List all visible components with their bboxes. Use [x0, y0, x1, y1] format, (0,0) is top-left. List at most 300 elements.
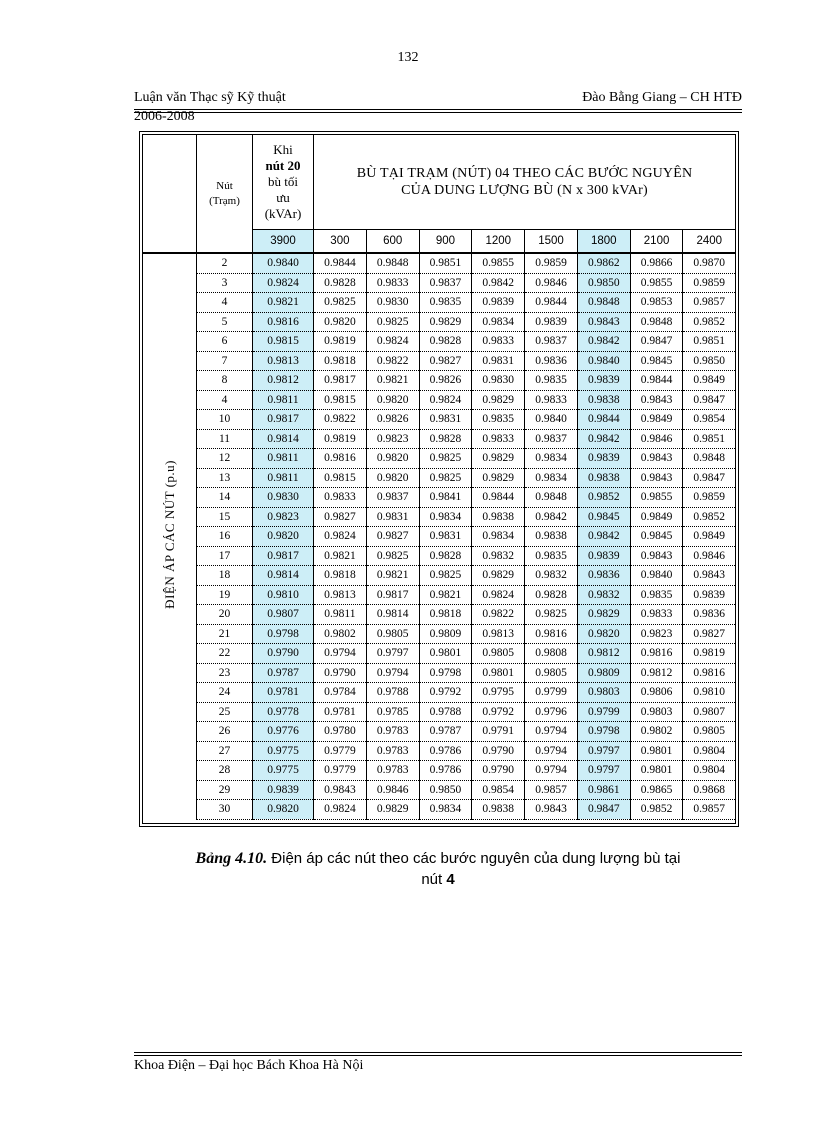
nut-cell: 25 [197, 702, 253, 722]
value-cell: 0.9812 [577, 644, 630, 664]
value-cell: 0.9824 [366, 332, 419, 352]
table-row [143, 644, 735, 664]
value-cell: 0.9788 [419, 702, 472, 722]
value-cell: 0.9830 [366, 293, 419, 313]
value-cell: 0.9787 [253, 663, 314, 683]
value-cell: 0.9810 [683, 683, 735, 703]
caption-line-1 [134, 848, 742, 869]
table-row [143, 566, 735, 586]
value-cell: 0.9805 [525, 663, 578, 683]
value-cell: 0.9845 [577, 507, 630, 527]
value-cell: 0.9820 [366, 390, 419, 410]
value-cell: 0.9807 [253, 605, 314, 625]
value-cell: 0.9838 [472, 800, 525, 820]
value-cell: 0.9828 [314, 273, 367, 293]
table-row [143, 253, 735, 273]
value-cell: 0.9846 [525, 273, 578, 293]
value-cell: 0.9852 [683, 312, 735, 332]
value-cell: 0.9803 [630, 702, 683, 722]
value-cell: 0.9848 [630, 312, 683, 332]
value-cell: 0.9849 [630, 410, 683, 430]
value-cell: 0.9848 [683, 449, 735, 469]
value-cell: 0.9842 [577, 332, 630, 352]
khi-header-line: nút 20 [265, 158, 301, 173]
header-right: Đào Bằng Giang – CH HTĐ [582, 90, 742, 105]
value-cell: 0.9820 [253, 800, 314, 820]
value-cell: 0.9822 [472, 605, 525, 625]
value-cell: 0.9783 [366, 741, 419, 761]
value-cell: 0.9833 [472, 429, 525, 449]
value-cell: 0.9783 [366, 761, 419, 781]
value-cell: 0.9790 [314, 663, 367, 683]
value-cell: 0.9841 [419, 488, 472, 508]
nut-header-line: (Trạm) [209, 194, 240, 207]
value-cell: 0.9855 [630, 488, 683, 508]
table-row [143, 663, 735, 683]
value-cell: 0.9829 [577, 605, 630, 625]
value-cell: 0.9852 [630, 800, 683, 820]
value-cell: 0.9798 [577, 722, 630, 742]
caption-line-2 [134, 869, 742, 890]
value-cell: 0.9814 [366, 605, 419, 625]
nut-cell: 19 [197, 585, 253, 605]
value-cell: 0.9851 [419, 253, 472, 273]
nut-cell: 15 [197, 507, 253, 527]
value-cell: 0.9857 [525, 780, 578, 800]
value-cell: 0.9821 [253, 293, 314, 313]
value-cell: 0.9786 [419, 761, 472, 781]
value-cell: 0.9859 [683, 273, 735, 293]
value-cell: 0.9805 [683, 722, 735, 742]
value-cell: 0.9839 [577, 371, 630, 391]
khi-header-line: ưu [276, 190, 290, 205]
nut-header-line: Nút [216, 179, 233, 192]
step-header-cell: 900 [419, 230, 472, 254]
value-cell: 0.9833 [472, 332, 525, 352]
step-header-cell: 2400 [683, 230, 735, 254]
value-cell: 0.9870 [683, 253, 735, 273]
value-cell: 0.9826 [366, 410, 419, 430]
value-cell: 0.9781 [314, 702, 367, 722]
nut-cell: 17 [197, 546, 253, 566]
khi-header-line: bù tối [268, 174, 298, 189]
value-cell: 0.9815 [314, 468, 367, 488]
value-cell: 0.9817 [253, 410, 314, 430]
header-left: Luận văn Thạc sỹ Kỹ thuật [134, 90, 286, 105]
side-label-cell [143, 253, 197, 819]
nut-cell: 14 [197, 488, 253, 508]
value-cell: 0.9820 [366, 468, 419, 488]
value-cell: 0.9827 [683, 624, 735, 644]
value-cell: 0.9855 [472, 253, 525, 273]
nut-cell: 6 [197, 332, 253, 352]
value-cell: 0.9843 [630, 546, 683, 566]
value-cell: 0.9840 [630, 566, 683, 586]
page-footer: Khoa Điện – Đại học Bách Khoa Hà Nội [134, 1058, 364, 1073]
value-cell: 0.9842 [525, 507, 578, 527]
nut-header [197, 135, 253, 253]
value-cell: 0.9839 [253, 780, 314, 800]
value-cell: 0.9826 [419, 371, 472, 391]
value-cell: 0.9831 [366, 507, 419, 527]
footer-rule-thin [134, 1055, 742, 1056]
value-cell: 0.9828 [419, 546, 472, 566]
value-cell: 0.9813 [472, 624, 525, 644]
table-row [143, 312, 735, 332]
value-cell: 0.9838 [525, 527, 578, 547]
step-header-cell: 600 [366, 230, 419, 254]
value-cell: 0.9838 [577, 390, 630, 410]
value-cell: 0.9843 [630, 390, 683, 410]
nut-cell: 26 [197, 722, 253, 742]
table-row [143, 390, 735, 410]
value-cell: 0.9785 [366, 702, 419, 722]
value-cell: 0.9832 [472, 546, 525, 566]
value-cell: 0.9824 [314, 527, 367, 547]
value-cell: 0.9811 [253, 390, 314, 410]
value-cell: 0.9850 [419, 780, 472, 800]
value-cell: 0.9833 [525, 390, 578, 410]
value-cell: 0.9797 [577, 741, 630, 761]
value-cell: 0.9821 [314, 546, 367, 566]
value-cell: 0.9825 [419, 566, 472, 586]
value-cell: 0.9824 [472, 585, 525, 605]
header-rule-thin [134, 112, 742, 113]
step-header-cell: 300 [314, 230, 367, 254]
bu-header [314, 135, 736, 230]
bu-header-line: BÙ TẠI TRẠM (NÚT) 04 THEO CÁC BƯỚC NGUYÊN [356, 166, 693, 181]
nut-cell: 13 [197, 468, 253, 488]
table-row [143, 273, 735, 293]
header-years: 2006-2008 [134, 109, 195, 124]
corner-cell [143, 135, 197, 230]
value-cell: 0.9801 [419, 644, 472, 664]
value-cell: 0.9825 [419, 449, 472, 469]
value-cell: 0.9834 [419, 800, 472, 820]
value-cell: 0.9831 [472, 351, 525, 371]
table-row [143, 507, 735, 527]
value-cell: 0.9827 [314, 507, 367, 527]
value-cell: 0.9812 [630, 663, 683, 683]
value-cell: 0.9787 [419, 722, 472, 742]
table-row [143, 429, 735, 449]
value-cell: 0.9779 [314, 761, 367, 781]
nut-cell: 10 [197, 410, 253, 430]
value-cell: 0.9845 [630, 527, 683, 547]
value-cell: 0.9840 [577, 351, 630, 371]
nut-cell: 20 [197, 605, 253, 625]
nut-cell: 11 [197, 429, 253, 449]
value-cell: 0.9780 [314, 722, 367, 742]
value-cell: 0.9783 [366, 722, 419, 742]
khi-header-line: Khi [273, 142, 293, 157]
value-cell: 0.9804 [683, 741, 735, 761]
step-header-cell: 2100 [630, 230, 683, 254]
table-row [143, 741, 735, 761]
value-cell: 0.9823 [630, 624, 683, 644]
value-cell: 0.9843 [577, 312, 630, 332]
value-cell: 0.9797 [577, 761, 630, 781]
value-cell: 0.9829 [472, 390, 525, 410]
value-cell: 0.9857 [683, 800, 735, 820]
table-row [143, 410, 735, 430]
value-cell: 0.9834 [472, 312, 525, 332]
voltage-table [143, 135, 735, 820]
value-cell: 0.9794 [525, 741, 578, 761]
table-row [143, 371, 735, 391]
value-cell: 0.9778 [253, 702, 314, 722]
page-number: 132 [397, 50, 419, 65]
value-cell: 0.9843 [683, 566, 735, 586]
value-cell: 0.9820 [577, 624, 630, 644]
value-cell: 0.9847 [683, 390, 735, 410]
value-cell: 0.9842 [472, 273, 525, 293]
value-cell: 0.9790 [253, 644, 314, 664]
value-cell: 0.9852 [683, 507, 735, 527]
value-cell: 0.9829 [366, 800, 419, 820]
nut-cell: 22 [197, 644, 253, 664]
table-frame [142, 134, 736, 824]
value-cell: 0.9840 [253, 253, 314, 273]
value-cell: 0.9813 [314, 585, 367, 605]
value-cell: 0.9834 [525, 468, 578, 488]
value-cell: 0.9846 [630, 429, 683, 449]
value-cell: 0.9855 [630, 273, 683, 293]
value-cell: 0.9801 [630, 761, 683, 781]
value-cell: 0.9824 [253, 273, 314, 293]
value-cell: 0.9821 [366, 371, 419, 391]
value-cell: 0.9828 [419, 429, 472, 449]
value-cell: 0.9811 [314, 605, 367, 625]
value-cell: 0.9838 [472, 507, 525, 527]
value-cell: 0.9816 [525, 624, 578, 644]
value-cell: 0.9842 [577, 429, 630, 449]
khi-header-line: (kVAr) [264, 206, 302, 221]
value-cell: 0.9850 [683, 351, 735, 371]
nut-cell: 18 [197, 566, 253, 586]
value-cell: 0.9844 [314, 253, 367, 273]
value-cell: 0.9821 [366, 566, 419, 586]
value-cell: 0.9809 [419, 624, 472, 644]
value-cell: 0.9796 [525, 702, 578, 722]
table-row [143, 780, 735, 800]
step-header-cell: 1200 [472, 230, 525, 254]
value-cell: 0.9804 [683, 761, 735, 781]
value-cell: 0.9829 [472, 566, 525, 586]
value-cell: 0.9794 [314, 644, 367, 664]
value-cell: 0.9825 [419, 468, 472, 488]
value-cell: 0.9790 [472, 761, 525, 781]
value-cell: 0.9825 [314, 293, 367, 313]
nut-cell: 4 [197, 293, 253, 313]
value-cell: 0.9806 [630, 683, 683, 703]
value-cell: 0.9792 [472, 702, 525, 722]
value-cell: 0.9849 [683, 371, 735, 391]
value-cell: 0.9837 [525, 429, 578, 449]
table-row [143, 546, 735, 566]
table-row [143, 683, 735, 703]
value-cell: 0.9834 [525, 449, 578, 469]
table-row [143, 624, 735, 644]
value-cell: 0.9805 [366, 624, 419, 644]
nut-cell: 12 [197, 449, 253, 469]
value-cell: 0.9833 [366, 273, 419, 293]
value-cell: 0.9823 [366, 429, 419, 449]
side-label: ĐIỆN ÁP CÁC NÚT (p.u) [161, 459, 177, 609]
value-cell: 0.9803 [577, 683, 630, 703]
value-cell: 0.9854 [472, 780, 525, 800]
value-cell: 0.9828 [525, 585, 578, 605]
value-cell: 0.9825 [525, 605, 578, 625]
value-cell: 0.9834 [472, 527, 525, 547]
table-row [143, 332, 735, 352]
value-cell: 0.9811 [253, 449, 314, 469]
table-row [143, 293, 735, 313]
value-cell: 0.9801 [630, 741, 683, 761]
value-cell: 0.9859 [525, 253, 578, 273]
value-cell: 0.9825 [366, 312, 419, 332]
value-cell: 0.9802 [314, 624, 367, 644]
value-cell: 0.9866 [630, 253, 683, 273]
value-cell: 0.9814 [253, 566, 314, 586]
value-cell: 0.9843 [525, 800, 578, 820]
value-cell: 0.9843 [314, 780, 367, 800]
value-cell: 0.9845 [630, 351, 683, 371]
nut-cell: 16 [197, 527, 253, 547]
table-row [143, 449, 735, 469]
corner-cell-lower [143, 230, 197, 254]
value-cell: 0.9820 [314, 312, 367, 332]
value-cell: 0.9792 [419, 683, 472, 703]
value-cell: 0.9775 [253, 761, 314, 781]
value-cell: 0.9849 [630, 507, 683, 527]
value-cell: 0.9837 [419, 273, 472, 293]
value-cell: 0.9844 [525, 293, 578, 313]
footer-rule [134, 1052, 742, 1053]
value-cell: 0.9829 [472, 449, 525, 469]
value-cell: 0.9801 [472, 663, 525, 683]
table-row [143, 468, 735, 488]
table-row [143, 605, 735, 625]
value-cell: 0.9817 [253, 546, 314, 566]
value-cell: 0.9802 [630, 722, 683, 742]
value-cell: 0.9781 [253, 683, 314, 703]
caption-label: Bảng 4.10. [195, 850, 268, 867]
table-row [143, 702, 735, 722]
value-cell: 0.9831 [419, 410, 472, 430]
value-cell: 0.9805 [472, 644, 525, 664]
value-cell: 0.9814 [253, 429, 314, 449]
value-cell: 0.9818 [419, 605, 472, 625]
value-cell: 0.9847 [577, 800, 630, 820]
value-cell: 0.9798 [253, 624, 314, 644]
value-cell: 0.9868 [683, 780, 735, 800]
value-cell: 0.9851 [683, 332, 735, 352]
value-cell: 0.9815 [253, 332, 314, 352]
value-cell: 0.9809 [577, 663, 630, 683]
value-cell: 0.9835 [525, 546, 578, 566]
value-cell: 0.9820 [366, 449, 419, 469]
value-cell: 0.9821 [419, 585, 472, 605]
value-cell: 0.9840 [525, 410, 578, 430]
value-cell: 0.9846 [683, 546, 735, 566]
value-cell: 0.9815 [314, 390, 367, 410]
table-row [143, 800, 735, 820]
table-row [143, 488, 735, 508]
value-cell: 0.9836 [683, 605, 735, 625]
value-cell: 0.9829 [472, 468, 525, 488]
value-cell: 0.9817 [314, 371, 367, 391]
value-cell: 0.9812 [253, 371, 314, 391]
value-cell: 0.9794 [366, 663, 419, 683]
step-header-cell: 3900 [253, 230, 314, 254]
value-cell: 0.9834 [419, 507, 472, 527]
value-cell: 0.9822 [366, 351, 419, 371]
value-cell: 0.9837 [525, 332, 578, 352]
value-cell: 0.9816 [683, 663, 735, 683]
caption-text: Điện áp các nút theo các bước nguyên của dung lượng bù tại [267, 850, 681, 867]
value-cell: 0.9843 [630, 449, 683, 469]
value-cell: 0.9850 [577, 273, 630, 293]
value-cell: 0.9827 [419, 351, 472, 371]
table-row [143, 527, 735, 547]
value-cell: 0.9811 [253, 468, 314, 488]
value-cell: 0.9835 [419, 293, 472, 313]
value-cell: 0.9853 [630, 293, 683, 313]
nut-cell: 23 [197, 663, 253, 683]
nut-cell: 30 [197, 800, 253, 820]
value-cell: 0.9849 [683, 527, 735, 547]
value-cell: 0.9818 [314, 351, 367, 371]
value-cell: 0.9816 [630, 644, 683, 664]
value-cell: 0.9830 [472, 371, 525, 391]
value-cell: 0.9813 [253, 351, 314, 371]
value-cell: 0.9844 [472, 488, 525, 508]
value-cell: 0.9836 [577, 566, 630, 586]
value-cell: 0.9824 [314, 800, 367, 820]
value-cell: 0.9835 [525, 371, 578, 391]
value-cell: 0.9857 [683, 293, 735, 313]
nut-cell: 28 [197, 761, 253, 781]
value-cell: 0.9794 [525, 722, 578, 742]
table-header-row [143, 135, 735, 230]
value-cell: 0.9825 [366, 546, 419, 566]
caption-line2-bold: 4 [446, 871, 455, 888]
value-cell: 0.9832 [525, 566, 578, 586]
value-cell: 0.9839 [577, 449, 630, 469]
value-cell: 0.9816 [314, 449, 367, 469]
value-cell: 0.9790 [472, 741, 525, 761]
value-cell: 0.9844 [577, 410, 630, 430]
value-cell: 0.9846 [366, 780, 419, 800]
value-cell: 0.9865 [630, 780, 683, 800]
value-cell: 0.9810 [253, 585, 314, 605]
value-cell: 0.9788 [366, 683, 419, 703]
bu-header-line: CỦA DUNG LƯỢNG BÙ (N x 300 kVAr) [401, 183, 648, 198]
value-cell: 0.9839 [525, 312, 578, 332]
value-cell: 0.9835 [472, 410, 525, 430]
value-cell: 0.9797 [366, 644, 419, 664]
value-cell: 0.9799 [525, 683, 578, 703]
value-cell: 0.9832 [577, 585, 630, 605]
value-cell: 0.9847 [630, 332, 683, 352]
value-cell: 0.9824 [419, 390, 472, 410]
value-cell: 0.9851 [683, 429, 735, 449]
nut-cell: 24 [197, 683, 253, 703]
nut-cell: 4 [197, 390, 253, 410]
value-cell: 0.9839 [472, 293, 525, 313]
value-cell: 0.9861 [577, 780, 630, 800]
